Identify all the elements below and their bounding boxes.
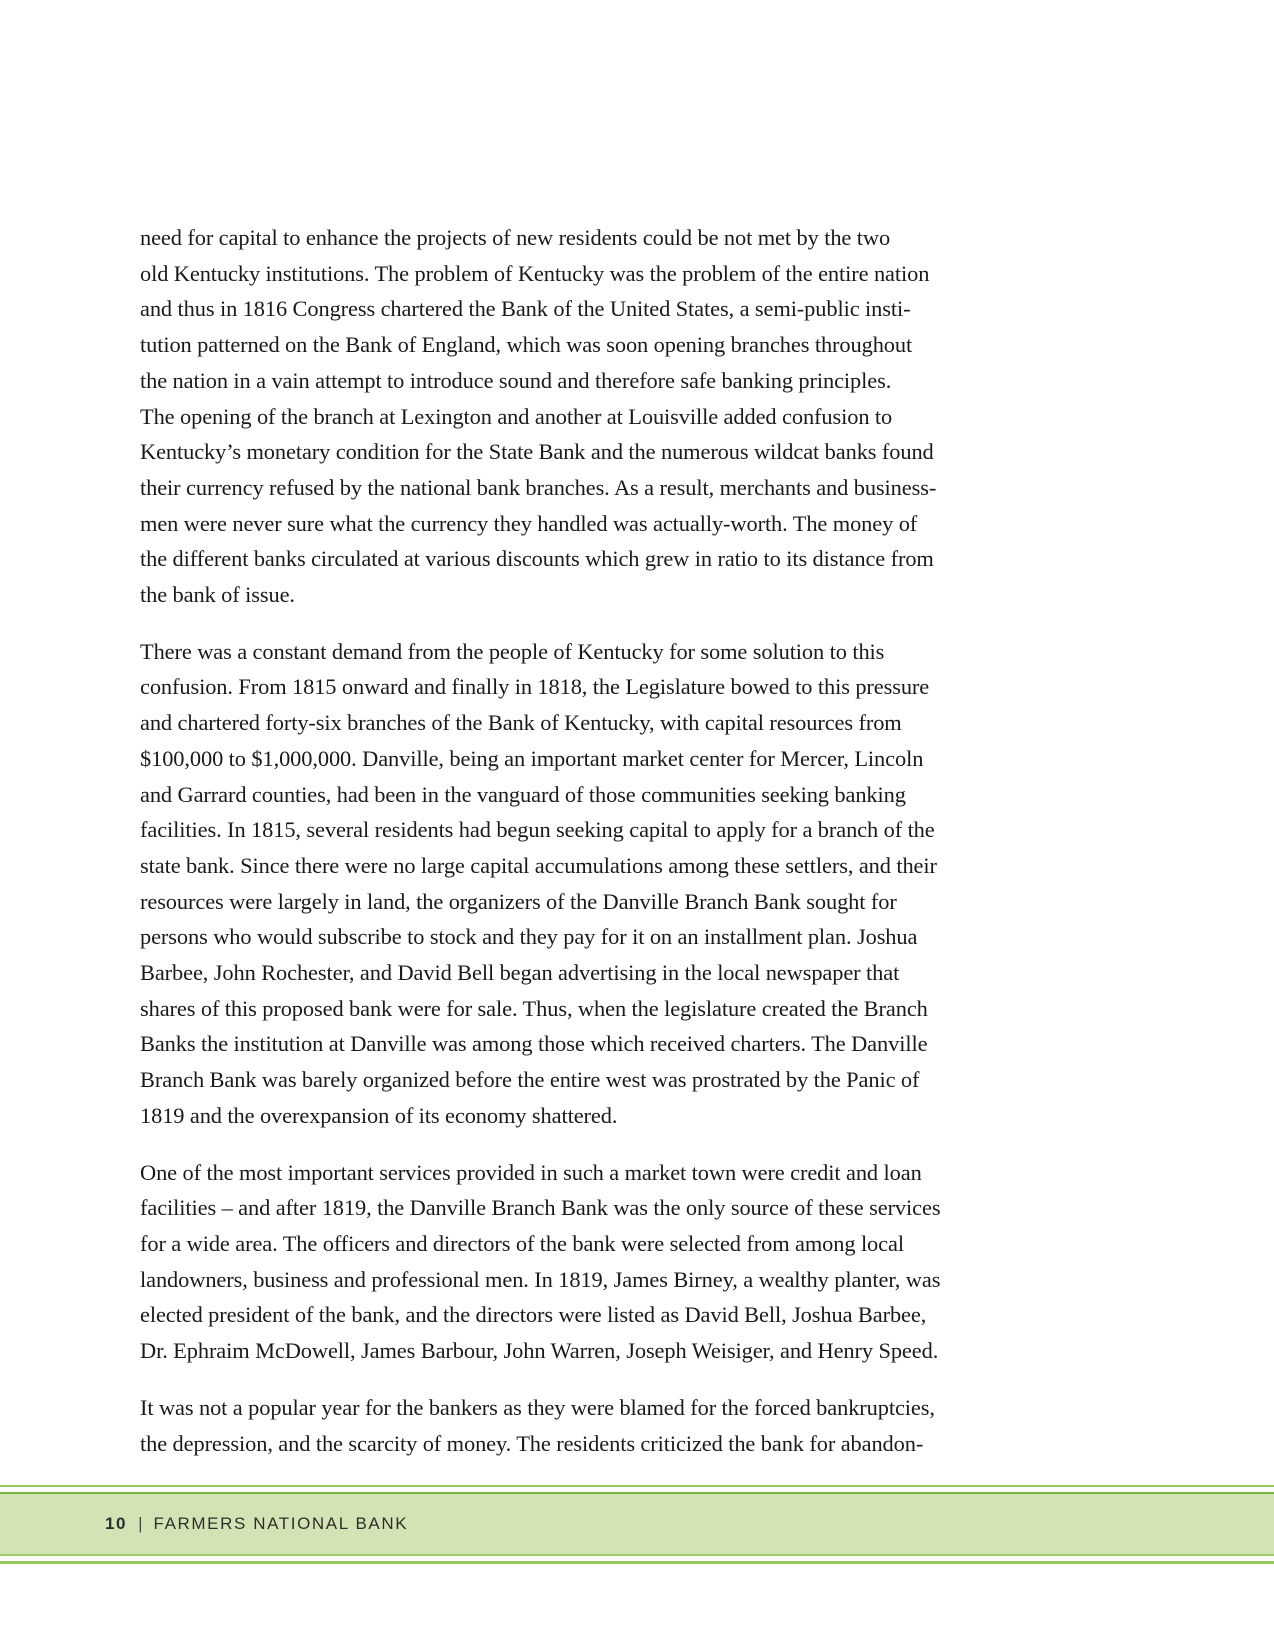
body-text: [140, 220, 1045, 1482]
paragraph: It was not a popular year for the bankers as they were blamed for the forced bankruptcies, the depression, and the scarcity of money. The residents criticized the bank for abandon-: [140, 1394, 935, 1456]
paragraph: One of the most important services provided in such a market town were credit and loan facilities – and after 1819, the Danville Branch Bank was the only source of these services for a wide area. The officers and directors of the bank were selected from among local landowners, business and professional men. In 1819, James Birney, a wealthy planter, was elected president of the bank, and the directors were listed as David Bell, Joshua Barbee, Dr. Ephraim McDowell, James Barbour, John Warren, Joseph Weisiger, and Henry Speed.: [140, 1159, 941, 1364]
footer-rule-top: [0, 1485, 1274, 1487]
footer-page-number: 10: [105, 1514, 128, 1533]
footer-separator: |: [138, 1514, 143, 1533]
footer-band: [0, 1492, 1274, 1556]
footer-title: FARMERS NATIONAL BANK: [153, 1514, 409, 1533]
footer-rule-bottom: [0, 1561, 1274, 1564]
paragraph: There was a constant demand from the people of Kentucky for some solution to this confusion. From 1815 onward and finally in 1818, the Legislature bowed to this pressure and chartered forty-six branches of the Bank of Kentucky, with capital resources from $100,000 to $1,000,000. Danville, being an important market center for Mercer, Lincoln and Garrard counties, had been in the vanguard of those communities seeking banking facilities. In 1815, several residents had begun seeking capital to apply for a branch of the state bank. Since there were no large capital accumulations among these settlers, and their resources were largely in land, the organizers of the Danville Branch Bank sought for persons who would subscribe to stock and they pay for it on an installment plan. Joshua Barbee, John Rochester, and David Bell began advertising in the local newspaper that shares of this proposed bank were for sale. Thus, when the legislature created the Branch Banks the institution at Danville was among those which received charters. The Danville Branch Bank was barely organized before the entire west was prostrated by the Panic of 1819 and the overexpansion of its economy shattered.: [140, 638, 937, 1128]
paragraph: need for capital to enhance the projects of new residents could be not met by the two old Kentucky institutions. The problem of Kentucky was the problem of the entire nation and thus in 1816 Congress chartered the Bank of the United States, a semi-public insti- tution patterned on the Bank of England, which was soon opening branches throughout the nation in a vain attempt to introduce sound and therefore safe banking principles. The opening of the branch at Lexington and another at Louisville added confusion to Kentucky’s monetary condition for the State Bank and the numerous wildcat banks found their currency refused by the national bank branches. As a result, merchants and business- men were never sure what the currency they handled was actually-worth. The money of the different banks circulated at various discounts which grew in ratio to its distance from the bank of issue.: [140, 225, 937, 608]
